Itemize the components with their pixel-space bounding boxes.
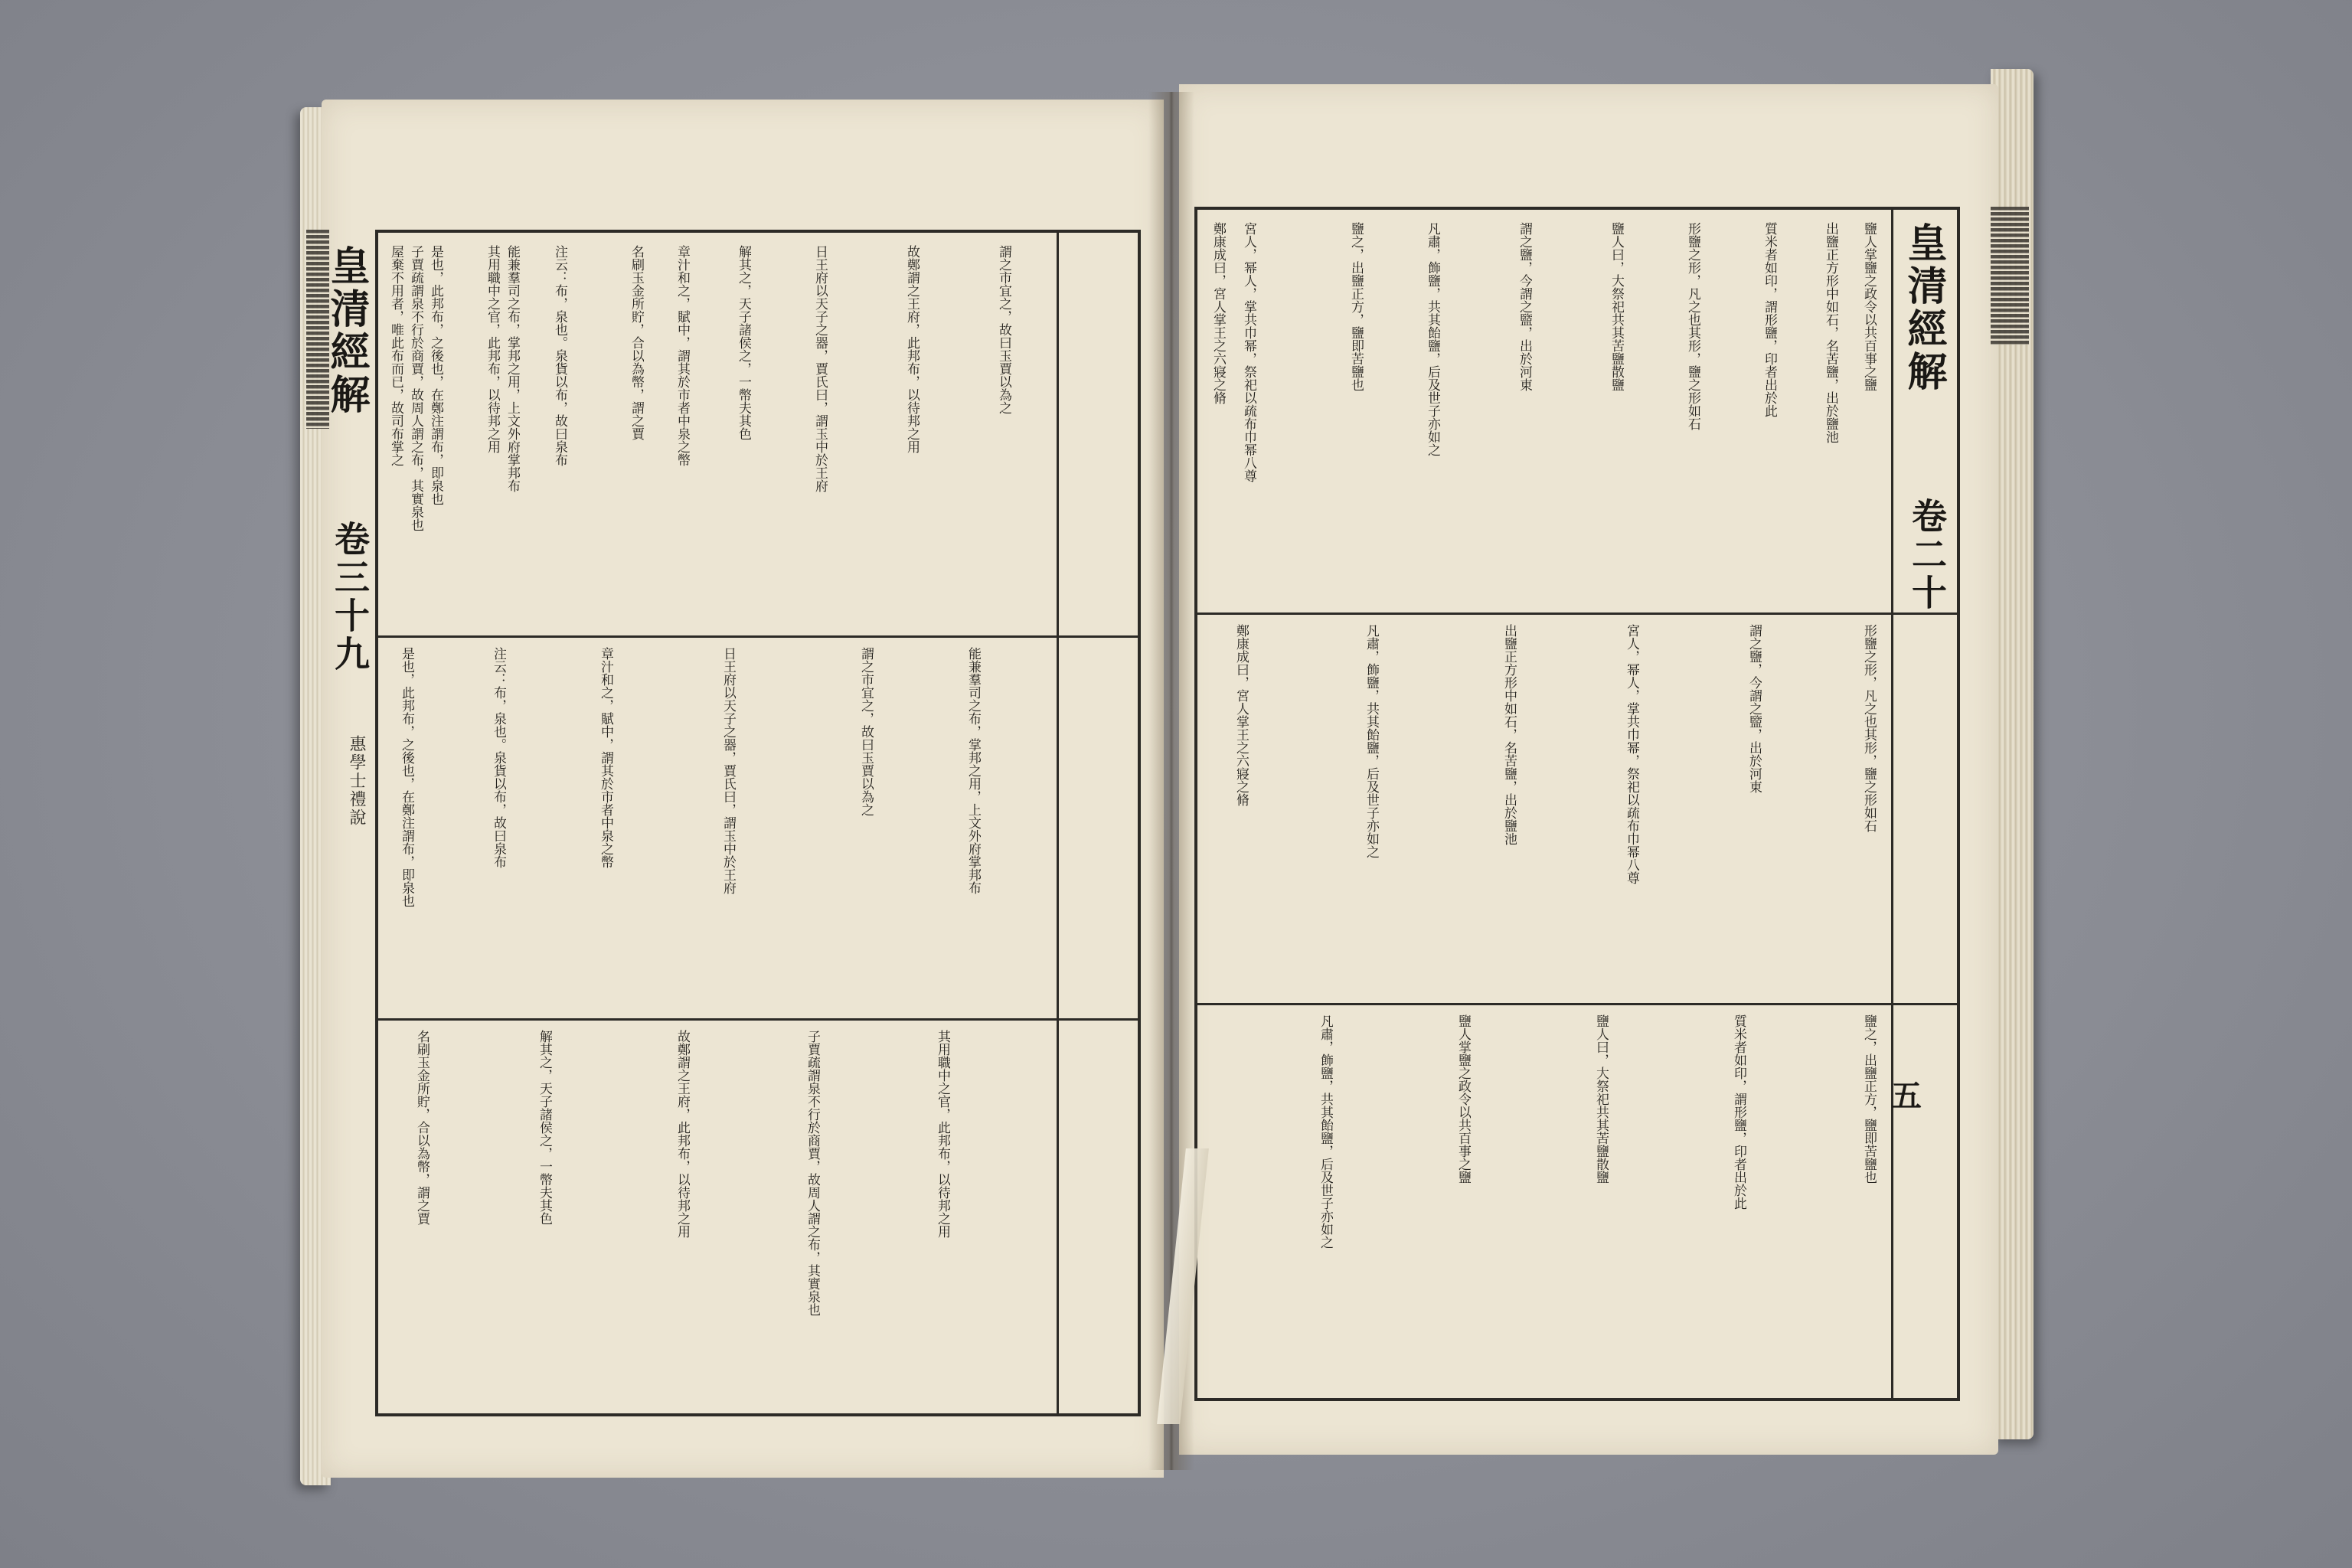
right-text-column: 鹽人曰，大祭祀共其苦鹽散鹽 — [1593, 1014, 1609, 1184]
right-text-column: 質米者如印，謂形鹽，印者出於此 — [1762, 222, 1777, 417]
right-head-blur — [1991, 207, 2029, 345]
right-text-column: 鹽人曰，大祭祀共其苦鹽散鹽 — [1609, 222, 1624, 391]
right-text-column: 凡肅，飾鹽，共其飴鹽，后及世子亦如之 — [1425, 222, 1440, 456]
right-text-column: 形鹽之形，凡之也其形，鹽之形如石 — [1685, 222, 1700, 430]
left-side-note: 惠學士禮說 — [347, 735, 366, 827]
left-text-column: 其用職中之官，此邦布，以待邦之用 — [485, 245, 500, 453]
right-folio-number: 五 — [1891, 1078, 1922, 1114]
left-text-column: 解其之，天子諸侯之，一幣夫其色 — [736, 245, 751, 440]
right-register-line-1 — [1194, 612, 1960, 615]
left-text-column: 名刷玉金所貯，合以為幣，謂之賈 — [629, 245, 644, 440]
right-text-column: 出鹽正方形中如石，名苦鹽，出於鹽池 — [1823, 222, 1838, 443]
left-text-column: 子賈疏謂泉不行於商賈，故周人謂之布，其實泉也 — [805, 1030, 820, 1316]
left-text-column: 解其之，天子諸侯之，一幣夫其色 — [537, 1030, 552, 1225]
left-text-column: 是也，此邦布，之後也，在鄭注謂布，即泉也 — [428, 245, 443, 505]
right-text-column: 宮人，幂人，掌共巾幂，祭祀以疏布巾幂八尊 — [1241, 222, 1256, 482]
left-title-rule — [1057, 230, 1059, 1416]
left-text-column: 能兼羣司之布，掌邦之用，上文外府掌邦布 — [965, 647, 981, 894]
right-text-column: 鹽人掌鹽之政令以共百事之鹽 — [1861, 222, 1877, 391]
left-text-column: 屋棄不用者，唯此布而已，故司布掌之 — [388, 245, 403, 466]
right-text-column: 謂之鹽，今謂之盬，出於河東 — [1746, 624, 1762, 793]
right-title-rule — [1891, 207, 1893, 1401]
left-text-column: 子賈疏謂泉不行於商賈，故周人謂之布，其實泉也 — [408, 245, 423, 531]
left-text-column: 章汁和之，賦中，謂其於市者中泉之幣 — [598, 647, 613, 868]
left-text-column: 故鄭謂之王府，此邦布，以待邦之用 — [675, 1030, 690, 1238]
right-book-title: 皇清經解 — [1900, 222, 1947, 394]
left-text-column: 謂之市宜之，故曰玉賈以為之 — [858, 647, 874, 816]
left-book-title: 皇清經解 — [323, 245, 370, 416]
right-text-column: 鄭康成曰，宮人掌王之六寢之脩 — [1210, 222, 1226, 404]
left-text-column: 其用職中之官，此邦布，以待邦之用 — [935, 1030, 950, 1238]
right-text-column: 鹽人掌鹽之政令以共百事之鹽 — [1455, 1014, 1471, 1184]
left-text-column: 日王府以天子之器，賈氏曰，謂玉中於王府 — [720, 647, 736, 894]
left-text-column: 是也，此邦布，之後也，在鄭注謂布，即泉也 — [399, 647, 414, 907]
left-text-column: 故鄭謂之王府，此邦布，以待邦之用 — [904, 245, 920, 453]
left-text-column: 日王府以天子之器，賈氏曰，謂玉中於王府 — [812, 245, 828, 492]
right-text-column: 凡肅，飾鹽，共其飴鹽，后及世子亦如之 — [1318, 1014, 1333, 1249]
right-text-column: 鹽之，出鹽正方，鹽即苦鹽也 — [1861, 1014, 1877, 1184]
left-register-line-1 — [375, 635, 1141, 638]
left-text-column: 注云：布，泉也。泉貨以布，故曰泉布 — [491, 647, 506, 868]
left-text-column: 名刷玉金所貯，合以為幣，謂之賈 — [414, 1030, 430, 1225]
left-text-column: 謂之市宜之，故曰玉賈以為之 — [996, 245, 1011, 414]
right-volume-mark: 卷二十 — [1906, 498, 1948, 612]
left-text-column: 能兼羣司之布，掌邦之用，上文外府掌邦布 — [505, 245, 520, 492]
right-text-column: 出鹽正方形中如石，名苦鹽，出於鹽池 — [1501, 624, 1517, 845]
right-text-column: 宮人，幂人，掌共巾幂，祭祀以疏布巾幂八尊 — [1624, 624, 1639, 884]
right-text-column: 凡肅，飾鹽，共其飴鹽，后及世子亦如之 — [1364, 624, 1379, 858]
right-text-column: 謂之鹽，今謂之盬，出於河東 — [1517, 222, 1532, 391]
left-volume-mark: 卷三十九 — [329, 521, 371, 674]
left-text-column: 章汁和之，賦中，謂其於市者中泉之幣 — [675, 245, 690, 466]
left-register-line-2 — [375, 1018, 1141, 1021]
right-register-line-2 — [1194, 1003, 1960, 1005]
left-text-column: 注云：布，泉也。泉貨以布，故曰泉布 — [552, 245, 567, 466]
right-text-column: 形鹽之形，凡之也其形，鹽之形如石 — [1861, 624, 1877, 832]
right-text-column: 質米者如印，謂形鹽，印者出於此 — [1731, 1014, 1746, 1210]
right-text-frame — [1194, 207, 1960, 1401]
right-text-column: 鹽之，出鹽正方，鹽即苦鹽也 — [1348, 222, 1364, 391]
right-text-column: 鄭康成曰，宮人掌王之六寢之脩 — [1233, 624, 1249, 806]
